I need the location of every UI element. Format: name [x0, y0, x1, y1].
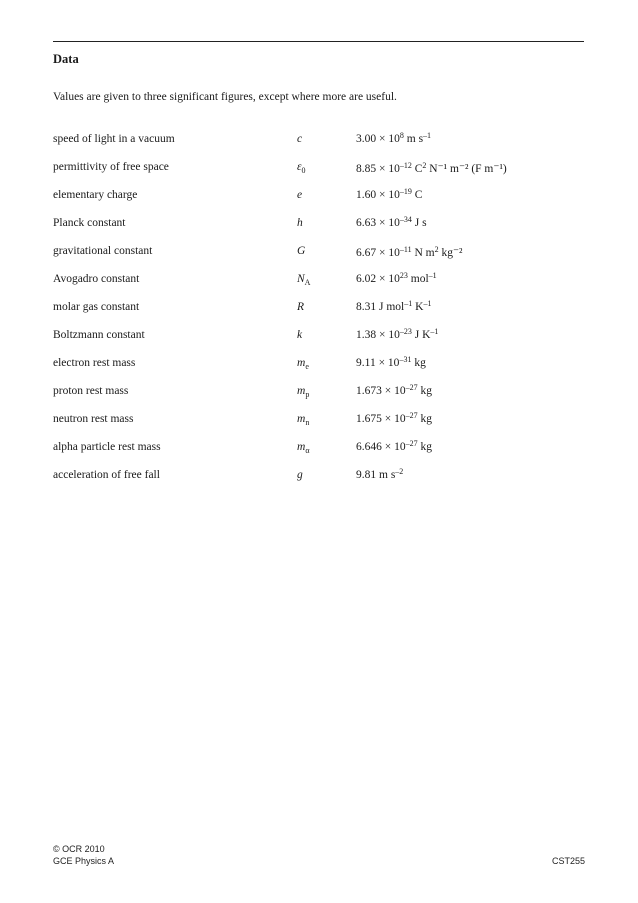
value-exponent: 23: [399, 271, 408, 280]
value-exponent: –27: [405, 411, 418, 420]
constant-symbol: [297, 133, 302, 145]
constant-name: Avogadro constant: [53, 273, 140, 285]
symbol-subscript: n: [305, 418, 310, 427]
symbol-subscript: 0: [301, 166, 306, 175]
table-row: [53, 385, 593, 401]
constant-symbol: [297, 161, 306, 173]
constant-name: Planck constant: [53, 217, 126, 229]
value-base: 6.67 × 10: [356, 247, 400, 259]
value-base: 9.11 × 10: [356, 357, 400, 369]
constant-name: molar gas constant: [53, 301, 140, 313]
constant-name: permittivity of free space: [53, 161, 169, 173]
symbol-letter: N: [297, 273, 305, 285]
symbol-letter: G: [297, 245, 306, 257]
constant-value: [356, 161, 507, 175]
table-row: [53, 301, 593, 317]
table-row: [53, 217, 593, 233]
page-title: Data: [53, 52, 79, 66]
constant-value: [356, 301, 431, 313]
table-row: [53, 161, 593, 177]
value-base: 8.85 × 10: [356, 163, 400, 175]
value-base: 8.31 J mol: [356, 301, 405, 313]
symbol-letter: e: [297, 189, 303, 201]
value-unit: N m: [411, 247, 435, 259]
value-unit: kg: [417, 413, 432, 425]
intro-text: Values are given to three significant figures, except where more are useful.: [53, 91, 397, 103]
constant-name: proton rest mass: [53, 385, 129, 397]
constant-symbol: [297, 273, 310, 285]
table-row: [53, 189, 593, 205]
constant-symbol: [297, 217, 303, 229]
constant-value: [356, 245, 462, 259]
symbol-letter: h: [297, 217, 303, 229]
value-base: 1.38 × 10: [356, 329, 400, 341]
table-row: [53, 357, 593, 373]
value-base: 6.02 × 10: [356, 273, 400, 285]
symbol-letter: k: [297, 329, 303, 341]
constant-name: electron rest mass: [53, 357, 136, 369]
constant-symbol: [297, 301, 304, 313]
constant-value: [356, 441, 432, 453]
value-base: 3.00 × 10: [356, 133, 400, 145]
constant-name: alpha particle rest mass: [53, 441, 161, 453]
table-row: [53, 133, 593, 149]
value-exponent: –12: [399, 161, 412, 170]
value-exponent: –27: [405, 383, 418, 392]
footer-course: GCE Physics A: [53, 856, 115, 866]
value-exponent: –11: [399, 245, 412, 254]
symbol-letter: m: [297, 441, 306, 453]
value-exponent: 8: [399, 131, 404, 140]
constant-symbol: [297, 245, 305, 257]
table-row: [53, 469, 593, 485]
value-base: 6.646 × 10: [356, 441, 406, 453]
constant-symbol: [297, 385, 309, 397]
value-base: 1.673 × 10: [356, 385, 406, 397]
constant-value: [356, 217, 427, 229]
value-exponent: –1: [404, 299, 413, 308]
value-unit-exponent: –1: [430, 327, 439, 336]
value-unit-exponent: 2: [422, 161, 427, 170]
value-unit: K: [412, 301, 424, 313]
value-exponent: –31: [399, 355, 412, 364]
value-exponent: –19: [399, 187, 412, 196]
table-row: [53, 413, 593, 429]
symbol-letter: ε: [297, 161, 302, 173]
symbol-letter: m: [297, 357, 306, 369]
symbol-letter: R: [297, 301, 305, 313]
constant-symbol: [297, 469, 303, 481]
constant-symbol: [297, 413, 309, 425]
value-rest: kg⁻²: [438, 247, 463, 259]
constant-value: [356, 189, 422, 201]
symbol-letter: g: [297, 469, 303, 481]
value-exponent: –23: [399, 327, 412, 336]
constant-value: [356, 273, 437, 285]
constant-name: neutron rest mass: [53, 413, 134, 425]
constant-value: [356, 413, 432, 425]
value-unit: C: [411, 189, 423, 201]
value-unit: kg: [411, 357, 426, 369]
footer-code: CST255: [551, 856, 585, 866]
table-row: [53, 329, 593, 345]
constant-symbol: [297, 189, 302, 201]
value-unit-exponent: –1: [423, 299, 432, 308]
constant-name: acceleration of free fall: [53, 469, 160, 481]
value-unit: J K: [411, 329, 431, 341]
symbol-subscript: p: [305, 390, 310, 399]
constant-name: gravitational constant: [53, 245, 153, 257]
constant-value: [356, 385, 432, 397]
constant-value: [356, 469, 403, 481]
top-rule: [53, 41, 584, 42]
symbol-subscript: A: [304, 278, 311, 287]
value-exponent: –34: [399, 215, 412, 224]
constant-name: Boltzmann constant: [53, 329, 145, 341]
value-base: 9.81 m s: [356, 469, 396, 481]
value-base: 1.675 × 10: [356, 413, 406, 425]
footer-copyright: © OCR 2010: [53, 844, 105, 854]
value-base: 1.60 × 10: [356, 189, 400, 201]
value-rest: N⁻¹ m⁻² (F m⁻¹): [426, 163, 507, 175]
value-unit-exponent: –1: [423, 131, 432, 140]
constant-symbol: [297, 441, 310, 453]
value-base: 6.63 × 10: [356, 217, 400, 229]
constant-value: [356, 133, 431, 145]
value-unit: m s: [403, 133, 424, 145]
table-row: [53, 441, 593, 457]
symbol-letter: c: [297, 133, 303, 145]
value-unit: J s: [411, 217, 427, 229]
table-row: [53, 273, 593, 289]
constant-name: speed of light in a vacuum: [53, 133, 175, 145]
constant-value: [356, 357, 426, 369]
symbol-subscript: e: [305, 362, 309, 371]
value-unit-exponent: 2: [434, 245, 439, 254]
constant-value: [356, 329, 438, 341]
value-unit-exponent: –1: [428, 271, 437, 280]
constant-name: elementary charge: [53, 189, 138, 201]
value-unit: C: [411, 163, 423, 175]
symbol-letter: m: [297, 385, 306, 397]
table-row: [53, 245, 593, 261]
symbol-letter: m: [297, 413, 306, 425]
value-unit: kg: [417, 441, 432, 453]
constant-symbol: [297, 357, 309, 369]
value-unit: mol: [407, 273, 429, 285]
value-exponent: –27: [405, 439, 418, 448]
value-unit: kg: [417, 385, 432, 397]
constant-symbol: [297, 329, 302, 341]
symbol-subscript: α: [305, 446, 310, 455]
value-exponent: –2: [395, 467, 404, 476]
